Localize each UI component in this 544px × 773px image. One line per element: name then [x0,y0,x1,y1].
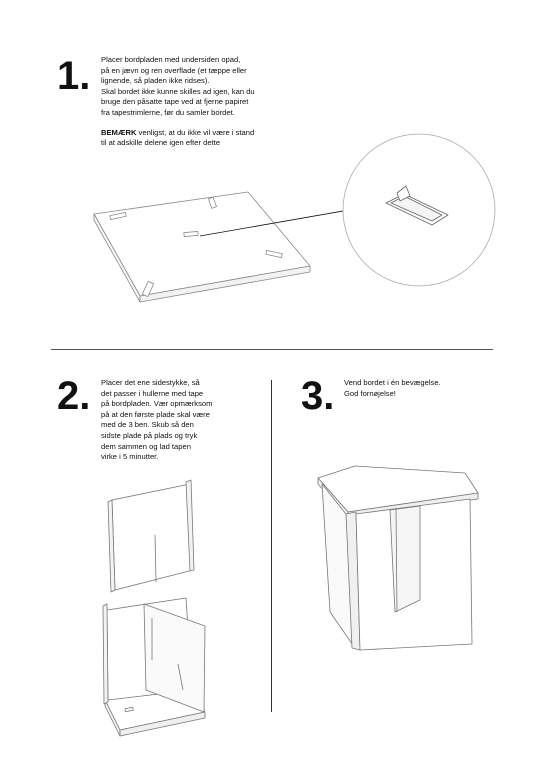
assembled-table [318,466,478,650]
step-1-number: 1. [57,54,91,98]
side-panel-upright [108,480,194,592]
step-1-note-label: BEMÆRK [101,127,137,137]
step-1-instructions: Placer bordpladen med undersiden opad, på en jævn og ren overflade (et tæppe eller lignende, så pladen ikke ridses). Skal bordet ikke kunne skilles ad igen, kan du bruge den påsatte tape ved at fjerne papiret fra tapestrimlerne, før du samler bordet. [101,55,255,117]
step-3-number: 3. [301,374,335,418]
step-3-instructions: Vend bordet i én bevægelse. God fornøjelse! [344,378,441,398]
step-2-instructions: Placer det ene sidestykke, så det passer i hullerne med tape på bordpladen. Vær opmærksom på at den første plade skal være med de 3 ben. Skub så den sidste plade på plads og tryk dem sammen og lad tapen virke i 5 minutter. [101,378,213,462]
panels-on-tabletop [103,598,205,736]
step-1-note-text: venligst, at du ikke vil være i stand til at adskille delene igen efter dette [101,127,255,148]
step-2-number: 2. [57,374,91,418]
